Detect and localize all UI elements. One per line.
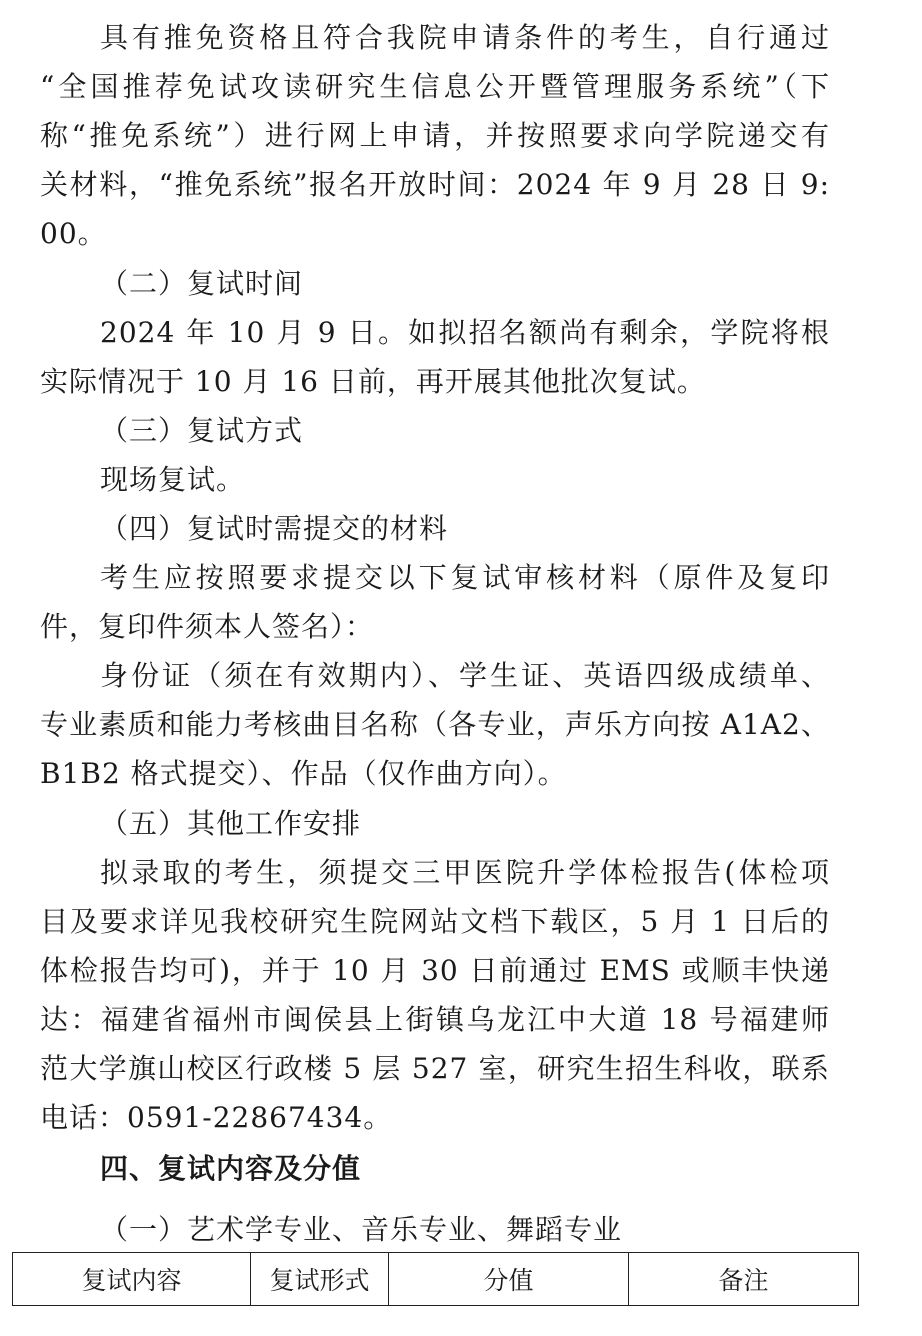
paragraph-line: 电话：0591-22867434。 (40, 1101, 393, 1134)
score-table (12, 1252, 859, 1306)
paragraph-line: 范大学旗山校区行政楼 5 层 527 室，研究生招生科收，联系 (40, 1052, 830, 1085)
paragraph-line: 关材料，“推免系统”报名开放时间：2024 年 9 月 28 日 9: (40, 168, 830, 201)
paragraph-line: 00。 (40, 217, 107, 250)
paragraph-line: 2024 年 10 月 9 日。如拟招名额尚有剩余，学院将根 (100, 316, 830, 349)
section-heading: 四、复试内容及分值 (100, 1152, 362, 1185)
subsection-heading: （二）复试时间 (100, 267, 304, 300)
paragraph-line: 称“推免系统”）进行网上申请，并按照要求向学院递交有 (40, 119, 830, 152)
table-header-row (13, 1253, 859, 1306)
table-header-cell: 复试形式 (251, 1253, 389, 1306)
subsection-heading: （三）复试方式 (100, 414, 304, 447)
subsection-heading: （四）复试时需提交的材料 (100, 512, 449, 545)
table-header-cell: 备注 (629, 1253, 859, 1306)
paragraph-line: 实际情况于 10 月 16 日前，再开展其他批次复试。 (40, 365, 706, 398)
paragraph-line: 专业素质和能力考核曲目名称（各专业，声乐方向按 A1A2、 (40, 708, 830, 741)
paragraph-line: 具有推免资格且符合我院申请条件的考生，自行通过 (100, 21, 830, 54)
paragraph-line: “全国推荐免试攻读研究生信息公开暨管理服务系统”（下 (40, 70, 830, 103)
paragraph-line: 考生应按照要求提交以下复试审核材料（原件及复印 (100, 561, 830, 594)
paragraph-line: 达：福建省福州市闽侯县上街镇乌龙江中大道 18 号福建师 (40, 1003, 830, 1036)
table-header-cell: 分值 (389, 1253, 629, 1306)
paragraph-line: 现场复试。 (100, 463, 246, 496)
paragraph-line: 体检报告均可)，并于 10 月 30 日前通过 EMS 或顺丰快递 (40, 954, 830, 987)
paragraph-line: 拟录取的考生，须提交三甲医院升学体检报告(体检项 (100, 856, 830, 889)
subsection-heading: （一）艺术学专业、音乐专业、舞蹈专业 (100, 1213, 623, 1246)
table-header-cell: 复试内容 (13, 1253, 251, 1306)
paragraph-line: B1B2 格式提交）、作品（仅作曲方向）。 (40, 757, 567, 790)
paragraph-line: 件，复印件须本人签名）： (40, 610, 375, 643)
paragraph-line: 身份证（须在有效期内）、学生证、英语四级成绩单、 (100, 659, 830, 692)
paragraph-line: 目及要求详见我校研究生院网站文档下载区，5 月 1 日后的 (40, 905, 830, 938)
subsection-heading: （五）其他工作安排 (100, 807, 362, 840)
